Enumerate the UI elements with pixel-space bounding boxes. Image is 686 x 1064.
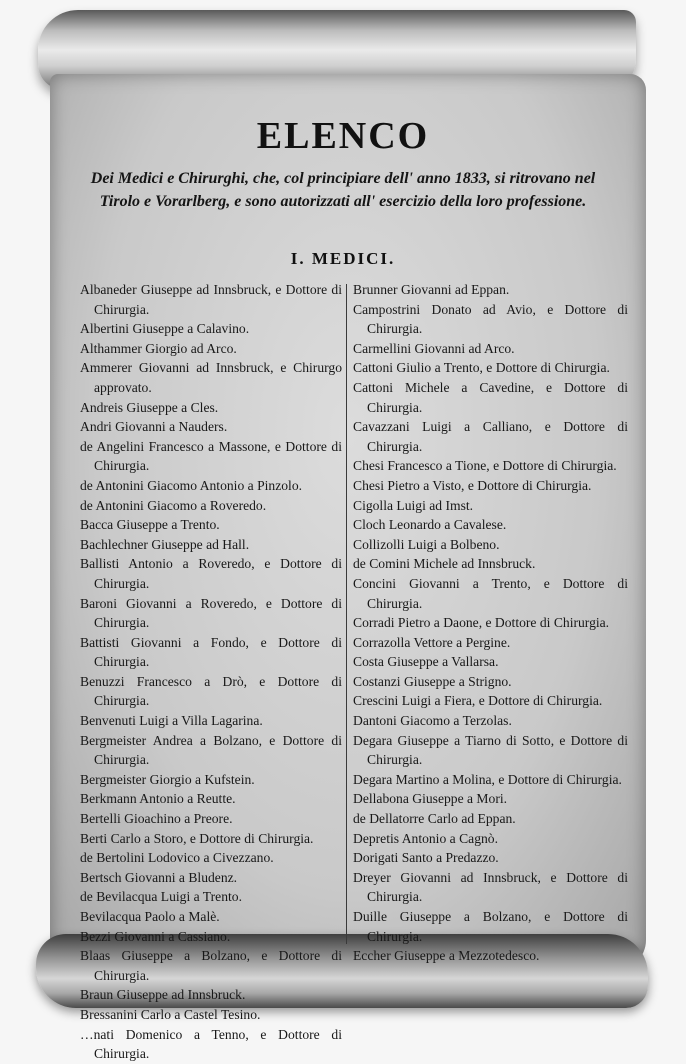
list-item: …nati Domenico a Tenno, e Dottore di Chirurgia. [80, 1026, 342, 1062]
left-column [80, 280, 342, 1064]
list-item: Corrazolla Vettore a Pergine. [353, 634, 511, 650]
list-item: Cloch Leonardo a Cavalese. [353, 517, 507, 533]
list-item: Baroni Giovanni a Roveredo, e Dottore di Chirurgia. [80, 595, 342, 631]
list-item: Cigolla Luigi ad Imst. [353, 497, 474, 513]
list-item: Dreyer Giovanni ad Innsbruck, e Dottore di Chirurgia. [353, 869, 628, 905]
list-item: Berkmann Antonio a Reutte. [80, 791, 236, 807]
document-subtitle: Dei Medici e Chirurghi, che, col principiare dell' anno 1833, si ritrovano nel Tirolo e Vorarlberg, e sono autorizzati all' esercizio della loro professione. [90, 170, 596, 210]
list-item: Cattoni Michele a Cavedine, e Dottore di Chirurgia. [353, 379, 628, 415]
document-title: ELENCO [256, 115, 430, 157]
list-item: Chesi Francesco a Tione, e Dottore di Chirurgia. [353, 458, 617, 474]
list-item: Braun Giuseppe ad Innsbruck. [80, 987, 246, 1003]
list-item: Andri Giovanni a Nauders. [80, 419, 228, 435]
list-item: de Antonini Giacomo Antonio a Pinzolo. [80, 477, 303, 493]
list-item: Duille Giuseppe a Bolzano, e Dottore di Chirurgia. [353, 909, 628, 944]
section-heading: I. MEDICI. [290, 249, 396, 268]
list-item: Bertsch Giovanni a Bludenz. [80, 869, 238, 885]
list-item: Bachlechner Giuseppe ad Hall. [80, 536, 250, 552]
list-item: Brunner Giovanni ad Eppan. [353, 282, 510, 297]
list-item: Bezzi Giovanni a Cassiano. [80, 928, 231, 944]
list-item: Berti Carlo a Storo, e Dottore di Chirurgia. [80, 830, 314, 846]
list-item: de Angelini Francesco a Massone, e Dottore di Chirurgia. [80, 438, 342, 474]
list-item: de Comini Michele ad Innsbruck. [353, 556, 536, 572]
list-item: Andreis Giuseppe a Cles. [80, 399, 219, 415]
list-item: Battisti Giovanni a Fondo, e Dottore di Chirurgia. [80, 634, 342, 670]
list-item: Concini Giovanni a Trento, e Dottore di Chirurgia. [353, 575, 628, 611]
column-divider [346, 284, 347, 944]
list-item: Albertini Giuseppe a Calavino. [80, 321, 250, 337]
list-item: de Antonini Giacomo a Roveredo. [80, 497, 267, 513]
list-item: Corradi Pietro a Daone, e Dottore di Chirurgia. [353, 615, 610, 631]
list-item: Dantoni Giacomo a Terzolas. [353, 713, 512, 729]
list-item: Bevilacqua Paolo a Malè. [80, 909, 220, 924]
list-item: Cattoni Giulio a Trento, e Dottore di Chirurgia. [353, 360, 610, 376]
list-item: Albaneder Giuseppe ad Innsbruck, e Dottore di Chirurgia. [80, 282, 342, 317]
right-column [353, 280, 628, 966]
list-item: Benvenuti Luigi a Villa Lagarina. [80, 713, 263, 729]
list-item: Dorigati Santo a Predazzo. [353, 850, 499, 866]
list-item: Bressanini Carlo a Castel Tesino. [80, 1006, 261, 1022]
list-item: Depretis Antonio a Cagnò. [353, 830, 498, 846]
list-item: Degara Martino a Molina, e Dottore di Chirurgia. [353, 771, 622, 787]
list-item: Campostrini Donato ad Avio, e Dottore di Chirurgia. [353, 301, 628, 337]
list-item: de Bertolini Lodovico a Civezzano. [80, 850, 274, 866]
list-item: Bertelli Gioachino a Preore. [80, 811, 233, 827]
list-item: Collizolli Luigi a Bolbeno. [353, 536, 500, 552]
list-item: Althammer Giorgio ad Arco. [80, 340, 237, 356]
list-item: Bacca Giuseppe a Trento. [80, 517, 220, 533]
list-item: Chesi Pietro a Visto, e Dottore di Chirurgia. [353, 477, 592, 493]
list-item: Dellabona Giuseppe a Mori. [353, 791, 508, 807]
list-item: de Bevilacqua Luigi a Trento. [80, 889, 242, 905]
list-item: Cavazzani Luigi a Calliano, e Dottore di Chirurgia. [353, 419, 628, 454]
list-item: Ammerer Giovanni ad Innsbruck, e Chirurgo approvato. [80, 360, 342, 395]
list-item: Carmellini Giovanni ad Arco. [353, 340, 515, 356]
list-item: Costa Giuseppe a Vallarsa. [353, 654, 499, 670]
list-item: Costanzi Giuseppe a Strigno. [353, 673, 512, 689]
list-item: Degara Giuseppe a Tiarno di Sotto, e Dottore di Chirurgia. [353, 732, 628, 768]
list-item: Benuzzi Francesco a Drò, e Dottore di Chirurgia. [80, 673, 342, 709]
list-item: Ballisti Antonio a Roveredo, e Dottore di Chirurgia. [80, 556, 342, 591]
list-item: Eccher Giuseppe a Mezzotedesco. [353, 948, 540, 964]
list-item: Crescini Luigi a Fiera, e Dottore di Chirurgia. [353, 693, 603, 709]
list-item: Blaas Giuseppe a Bolzano, e Dottore di Chirurgia. [80, 948, 342, 983]
list-item: Bergmeister Giorgio a Kufstein. [80, 771, 255, 787]
list-item: de Dellatorre Carlo ad Eppan. [353, 811, 516, 827]
list-item: Bergmeister Andrea a Bolzano, e Dottore di Chirurgia. [80, 732, 342, 768]
